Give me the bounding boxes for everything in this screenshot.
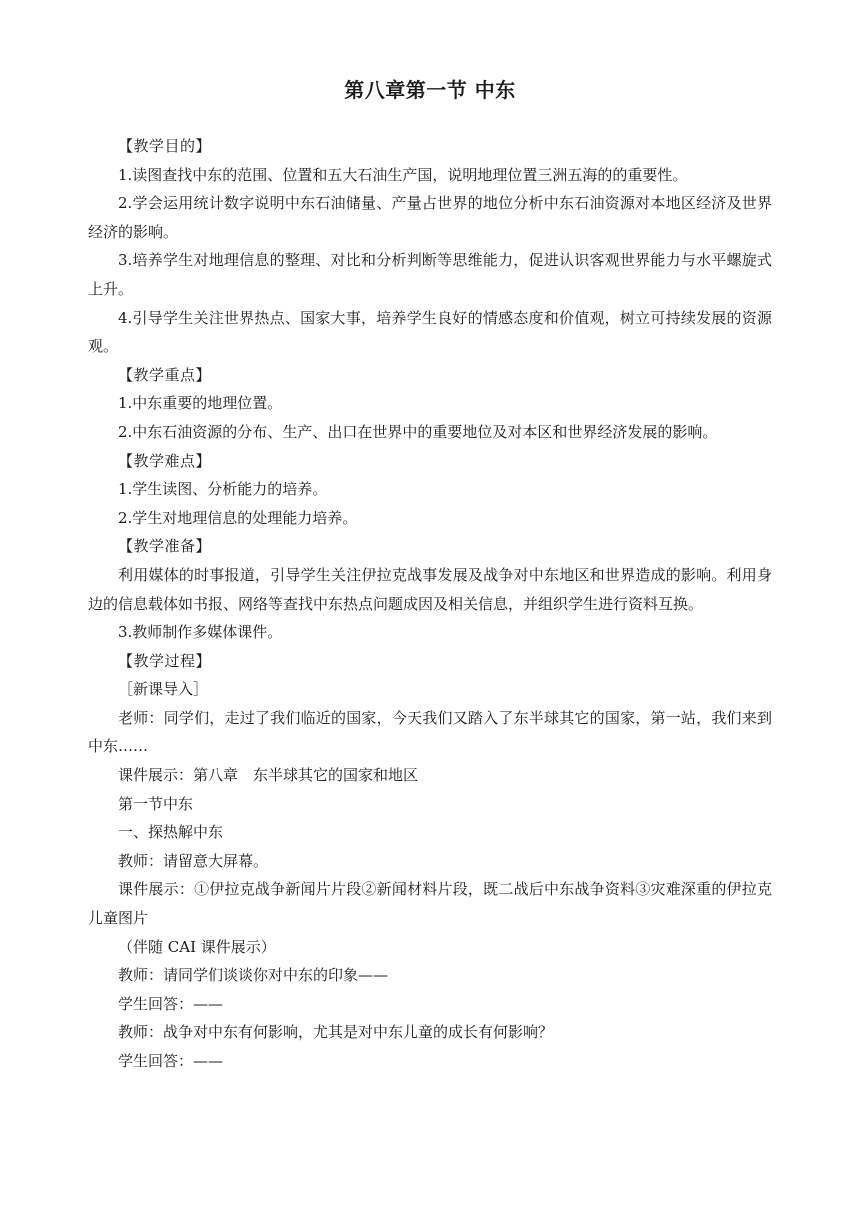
teacher-line-4: 教师：战争对中东有何影响，尤其是对中东儿童的成长有何影响？ bbox=[118, 1023, 554, 1042]
student-answer-2: 学生回答：—— bbox=[118, 1052, 224, 1070]
objective-1: 1.读图查找中东的范围、位置和五大石油生产国，说明地理位置三洲五海的的重要性。 bbox=[118, 165, 688, 184]
courseware-line-2: 课件展示：①伊拉克战争新闻片片段②新闻材料片段，既二战后中东战争资料③灾难深重的伊拉克儿童图片 bbox=[88, 880, 772, 928]
section-heading-process: 【教学过程】 bbox=[118, 651, 212, 670]
document-page bbox=[88, 0, 772, 1076]
section-label: 第一节中东 bbox=[118, 794, 194, 813]
section-heading-preparation: 【教学准备】 bbox=[118, 537, 212, 556]
preparation-paragraph: 利用媒体的时事报道，引导学生关注伊拉克战事发展及战争对中东地区和世界造成的影响。利用身边的信息载体如书报、网络等查找中东热点问题成因及相关信息，并组织学生进行资料互换。 bbox=[88, 565, 772, 613]
section-heading-objectives: 【教学目的】 bbox=[118, 137, 212, 155]
preparation-item-3: 3.教师制作多媒体课件。 bbox=[118, 623, 283, 642]
section-heading-key-points: 【教学重点】 bbox=[118, 365, 212, 384]
teacher-line-3: 教师：请同学们谈谈你对中东的印象—— bbox=[118, 966, 389, 985]
document-title: 第八章第一节 中东 bbox=[344, 78, 516, 102]
difficulty-2: 2.学生对地理信息的处理能力培养。 bbox=[118, 508, 358, 527]
difficulty-1: 1.学生读图、分析能力的培养。 bbox=[118, 480, 328, 499]
document-body bbox=[88, 132, 772, 1076]
objective-2: 2.学会运用统计数字说明中东石油储量、产量占世界的地位分析中东石油资源对本地区经济及世界经济的影响。 bbox=[88, 194, 772, 241]
cai-note: （伴随 CAI 课件展示） bbox=[118, 937, 276, 956]
objective-3: 3.培养学生对地理信息的整理、对比和分析判断等思维能力，促进认识客观世界能力与水平螺旋式上升。 bbox=[88, 251, 772, 298]
courseware-line-1: 课件展示：第八章 东半球其它的国家和地区 bbox=[118, 766, 419, 785]
teacher-line-1: 老师：同学们，走过了我们临近的国家，今天我们又踏入了东半球其它的国家，第一站，我们来到中东…… bbox=[88, 708, 772, 756]
section-heading-difficulties: 【教学难点】 bbox=[118, 451, 212, 470]
process-intro-label: ［新课导入］ bbox=[118, 680, 209, 699]
key-point-2: 2.中东石油资源的分布、生产、出口在世界中的重要地位及对本区和世界经济发展的影响。 bbox=[118, 422, 718, 441]
teacher-line-2: 教师：请留意大屏幕。 bbox=[118, 851, 269, 870]
subsection-label: 一、探热解中东 bbox=[118, 823, 224, 842]
objective-4: 4.引导学生关注世界热点、国家大事，培养学生良好的情感态度和价值观，树立可持续发展的资源观。 bbox=[88, 308, 772, 356]
student-answer-1: 学生回答：—— bbox=[118, 994, 224, 1013]
key-point-1: 1.中东重要的地理位置。 bbox=[118, 394, 283, 413]
